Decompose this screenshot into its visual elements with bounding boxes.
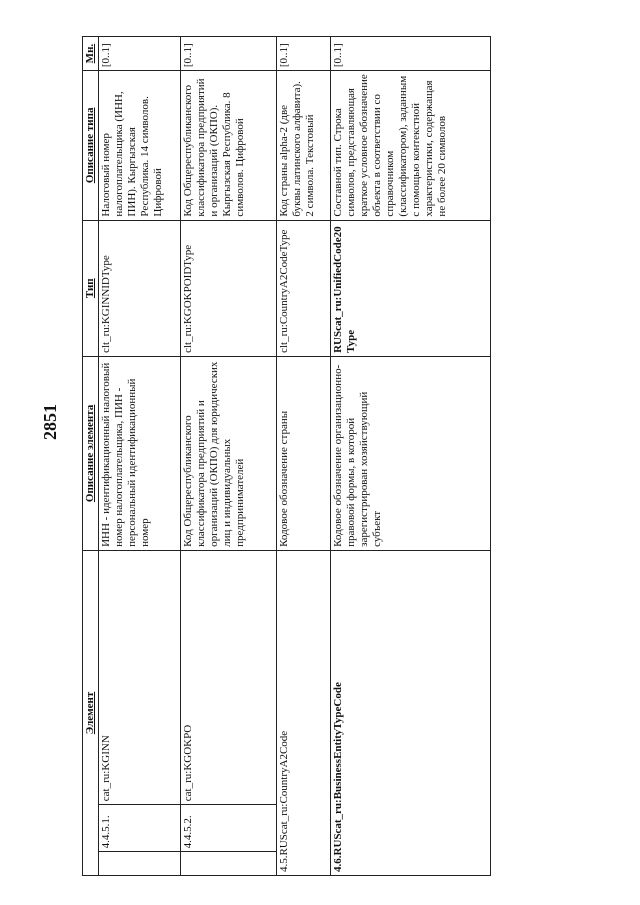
table-row <box>277 37 331 876</box>
row-num-outer <box>181 852 277 876</box>
row-num-outer: 4.6. <box>332 855 344 872</box>
row-element: cat_ru:KGOKPO <box>181 550 277 804</box>
page-number: 2851 <box>40 404 60 440</box>
row-type: clt_ru:KGINNIDType <box>99 220 181 356</box>
row-multiplicity: [0..1] <box>181 37 277 71</box>
table-row <box>181 37 277 876</box>
row-element-description: Кодовое обозначение организационно-правовой формы, в которой зарегистрирован хозяйствующий субъект <box>331 356 491 550</box>
document-table-region <box>82 28 640 872</box>
row-element: cat_ru:KGINN <box>99 550 181 804</box>
row-multiplicity: [0..1] <box>331 37 491 71</box>
row-multiplicity: [0..1] <box>277 37 331 71</box>
element-table <box>82 36 491 876</box>
header-multiplicity: Мн. <box>83 37 99 71</box>
row-type: RUScat_ru:UnifiedCode20Type <box>331 220 491 356</box>
row-element-full <box>331 550 491 875</box>
row-element: RUScat_ru:CountryA2Code <box>278 730 290 856</box>
row-element-full <box>277 550 331 875</box>
row-element: RUScat_ru:BusinessEntityTypeCode <box>332 682 344 856</box>
table-header-row <box>83 37 99 876</box>
header-type-description: Описание типа <box>83 71 99 220</box>
row-multiplicity: [0..1] <box>99 37 181 71</box>
table-row <box>99 37 181 876</box>
row-type-description: Налоговый номер налогоплательщика (ИНН, ПИН). Кыргызская Республика. 14 символов. Цифровой <box>99 71 181 220</box>
row-type: clt_ru:CountryA2CodeType <box>277 220 331 356</box>
row-num-outer: 4.5. <box>278 855 290 872</box>
row-type-description: Код Общереспубликанского классификатора предприятий и организаций (ОКПО). Кыргызская Республика. 8 символов. Цифровой <box>181 71 277 220</box>
rotated-table-container <box>82 36 490 876</box>
row-type: clt_ru:KGOKPOIDType <box>181 220 277 356</box>
header-type: Тип <box>83 220 99 356</box>
row-type-description: Код страны alpha-2 (две буквы латинского алфавита). 2 символа. Текстовый <box>277 71 331 220</box>
row-type-description: Составной тип. Строка символов, представляющая краткое условное обозначение объекта в соответствии со справочником (классификатором), заданным с помощью контекстной характеристики, содержащая не более 20 символов <box>331 71 491 220</box>
header-element: Элемент <box>83 550 99 875</box>
header-element-description: Описание элемента <box>83 356 99 550</box>
row-element-description: ИНН - идентификационный налоговый номер налогоплательщика, ПИН - персональный идентификационный номер <box>99 356 181 550</box>
table-row <box>331 37 491 876</box>
row-num-outer <box>99 852 181 876</box>
row-num-inner: 4.4.5.2. <box>181 805 277 852</box>
row-element-description: Код Общереспубликанского классификатора предприятий и организаций (ОКПО) для юридических лиц и индивидуальных предпринимателей <box>181 356 277 550</box>
row-num-inner: 4.4.5.1. <box>99 805 181 852</box>
row-element-description: Кодовое обозначение страны <box>277 356 331 550</box>
